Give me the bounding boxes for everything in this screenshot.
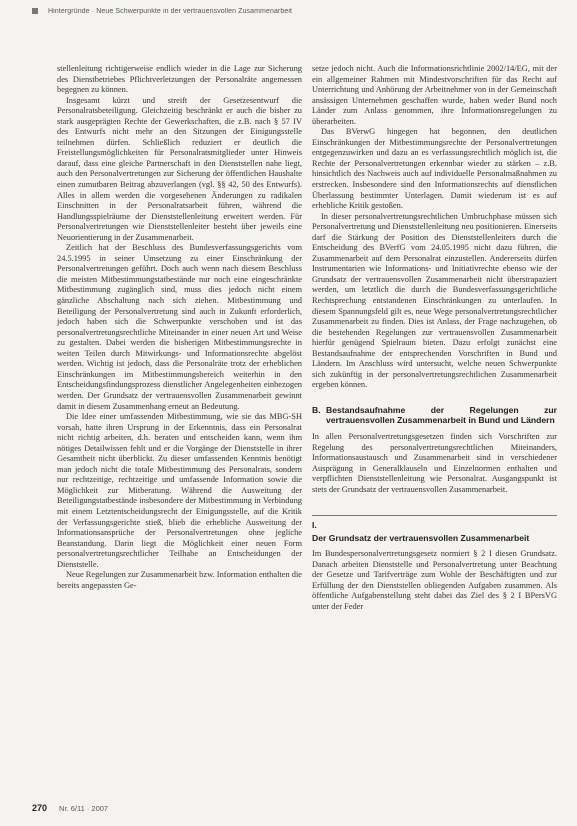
header-square-icon	[32, 8, 38, 14]
paragraph: Zeitlich hat der Beschluss des Bundesverfassungsgerichts vom 24.5.1995 in seiner Umsetzung zu einer Einschränkung der Personalvertretungen geführt. Doch auch wenn nach diesem Beschluss die meisten Mitbestimmungstatbestände nur noch eine eingeschränkte Mitbestimmung zugänglich sind, muss dies jedoch nicht einem gänzliche Abschaltung nach sich ziehen. Mitbestimmung und Beteiligung der Personalvertretung sind auch in Zukunft erforderlich, jedoch haben sich die Schwerpunkte verschoben und ist das personalvertretungsrechtliche Miteinander in einer neuen Art und Weise zu gestalten. Dabei werden die bisherigen Mitbestimmungsrechte in weiten Teilen durch Mitwirkungs- und Informationsrechte abgelöst werden. Wichtig ist jedoch, dass die Personalräte trotz der erheblichen Einschränkungen im Mitbestimmungsbereich weiterhin in den Entscheidungsfindungsprozess dienstlicher Angelegenheiten einbezogen werden. Der Grundsatz der vertrauensvollen Zusammenarbeit gewinnt damit in diesem Zusammenhang erneut an Bedeutung.	[57, 243, 302, 411]
section-heading-b	[312, 405, 557, 426]
paragraph: setze jedoch nicht. Auch die Informationsrichtlinie 2002/14/EG, mit der ein allgemeiner Rahmen mit Mindestvorschriften für das Recht auf Unterrichtung und Anhörung der Arbeitnehmer von in der Gemeinschaft ansässigen Unternehmen geschaffen wurde, haben weder Bund noch Länder zum Anlass genommen, ihre Informationsregelungen zu überarbeiten.	[312, 64, 557, 126]
running-header	[32, 8, 552, 20]
paragraph: In dieser personalvertretungsrechtlichen Umbruchphase müssen sich Personalvertretung und Dienststellenleitung neu positionieren. Einerseits darf die Stärkung der Position des Dienststellenleiters durch die Entscheidung des BVerfG vom 24.05.1995 nicht dazu führen, die Zusammenarbeit auf dem Personalrat einzustellen. Andererseits dürfen Instrumentarien wie Informations- und Initiativrechte ebenso wie der Grundsatz der vertrauensvollen Zusammenarbeit nicht überstrapaziert werden, um letztlich die durch die Bundesverfassungsgerichtliche Rechtsprechung entstandenen Einschränkungen zu unterlaufen. In diesem Spannungsfeld gilt es, neue Wege personalvertretungsrechtlicher Zusammenarbeit zu finden. Dies ist Anlass, der Frage nachzugehen, ob die bestehenden Regelungen zur vertrauensvollen Zusammenarbeit hierfür genügend Spielraum bieten. Dazu erfolgt zunächst eine Bestandsaufnahme der entsprechenden Vorschriften in Bund und Ländern. Im Anschluss wird untersucht, welche neuen Schwerpunkte sich zukünftig in der personalvertretungsrechtlichen Zusammenarbeit ergeben können.	[312, 211, 557, 390]
section-heading-1	[312, 515, 557, 543]
section-title: Der Grundsatz der vertrauensvollen Zusammenarbeit	[312, 532, 530, 543]
paragraph: Neue Regelungen zur Zusammenarbeit bzw. Information enthalten die bereits angepassten Ge-	[57, 570, 302, 590]
paragraph: Die Idee einer umfassenden Mitbestimmung, wie sie das MBG-SH vorsah, hatte ihren Ursprung in der Erkenntnis, dass ein Personalrat nicht richtig arbeiten, d.h. beraten und entscheiden kann, wenn ihm nötiges Detailwissen fehlt und er die Vorgänge der Dienststelle in ihrer Gesamtheit nicht überblickt. Zu dieser umfassenden Kenntnis benötigt man jedoch nicht die totale Mitbestimmung des Personalrats, sondern nur rechtzeitige, rechtzeitige und umfassende Information sowie die Möglichkeit zur Mitberatung. Während die Ausweitung der Beteiligungstatbestände insbesondere der Mitbestimmung in Verbindung mit einem Letztentscheidungsrecht der Einigungsstelle, auf die Kritik der Verfassungsgerichte stieß, blieb die erhebliche Ausweitung der Informationsansprüche der Personalvertretungen ohne jegliche Beanstandung. Darin liegt die Möglichkeit einer neuen Form personalvertretungsrechtlicher Teilhabe an Entscheidungen der Dienststelle.	[57, 412, 302, 569]
paragraph: In allen Personalvertretungsgesetzen finden sich Vorschriften zur Regelung des personalvertretungsrechtlichen Miteinanders, Informationsaustausch und Zusammenarbeit sind in verschiedener Ausprägung in Generalklauseln und Einzelnormen enthalten und verpflichten Dienststellenleitung wie Personalrat. Ausgangspunkt ist stets der Grundsatz der vertrauensvollen Zusammenarbeit.	[312, 431, 557, 494]
page-footer	[32, 803, 108, 815]
page-number: 270	[32, 803, 48, 813]
paragraph: Das BVerwG hingegen hat begonnen, den deutlichen Einschränkungen der Mitbestimmungsrechte der Personalvertretungen entgegenzuwirken und dazu an es verfassungsrechtlich möglich ist, die Rechte der Personalvertretungen erkennbar wieder zu stärken – z.B. hinsichtlich des Nachweis auch auf individuelle Personalmaßnahmen zu erstrecken. Insbesondere sind den Informationsrechts auf dienstlichen Überlassung bestimmter Unterlagen. Damit wiederum ist es auf erhebliche Kritik gestoßen.	[312, 127, 557, 211]
left-column	[57, 64, 302, 802]
section-label: B.	[312, 404, 321, 415]
issue-info: Nr. 6/11 · 2007	[59, 804, 109, 813]
section-label: I.	[312, 520, 317, 531]
section-title: Bestandsaufnahme der Regelungen zur vertrauensvollen Zusammenarbeit in Bund und Ländern	[326, 404, 557, 426]
right-column	[312, 64, 557, 804]
paragraph: Im Bundespersonalvertretungsgesetz normiert § 2 I diesen Grundsatz. Danach arbeiten Dienststelle und Personalvertretung unter Beachtung der Gesetze und Tarifverträge zum Wohle der Beschäftigten und zur Erfüllung der den Dienststellen obliegenden Aufgaben zusammen. Als öffentliche Aufgabenstellung steht dabei das Ziel des § 2 I BPersVG unter der Feder	[312, 549, 557, 611]
header-section-title: Hintergründe · Neue Schwerpunkte in der vertrauensvollen Zusammenarbeit	[48, 8, 293, 15]
paragraph: stellenleitung richtigerweise endlich wieder in die Lage zur Sicherung des Dienstbetriebes Pflichtverletzungen der Personalräte angemessen begegnen zu können.	[57, 64, 302, 95]
paragraph: Insgesamt kürzt und streift der Gesetzesentwurf die Personalratsbeteiligung. Gleichzeitig beschränkt er auch die bisher zu stark ausgeprägten Rechte der Gewerkschaften, die z.B. nach § 57 IV des Entwurfs nicht mehr an den Sitzungen der Einigungsstelle teilnehmen dürfen. Schließlich reduziert er deutlich die Freistellungsmöglichkeiten für Personalratsmitglieder unter Hinweis darauf, dass eine gleiche Partnerschaft in den Dienststellen nahe liegt, auch den Personalvertretungen zur Sicherung der öffentlichen Haushalte einen zumutbaren Beitrag abzuverlangen (vgl. §§ 42, 50 des Entwurfs). Alles in allem werden die vorgesehenen Änderungen zu radikalen Einschnitten in der Personalratsarbeit führen, während die Handlungsspielräume der Dienststellenleitung erweitert werden. Für Personalvertretungen wie Dienststellenleiter besteht über jeweils eine Neuorientierung in der Zusammenarbeit.	[57, 95, 302, 242]
